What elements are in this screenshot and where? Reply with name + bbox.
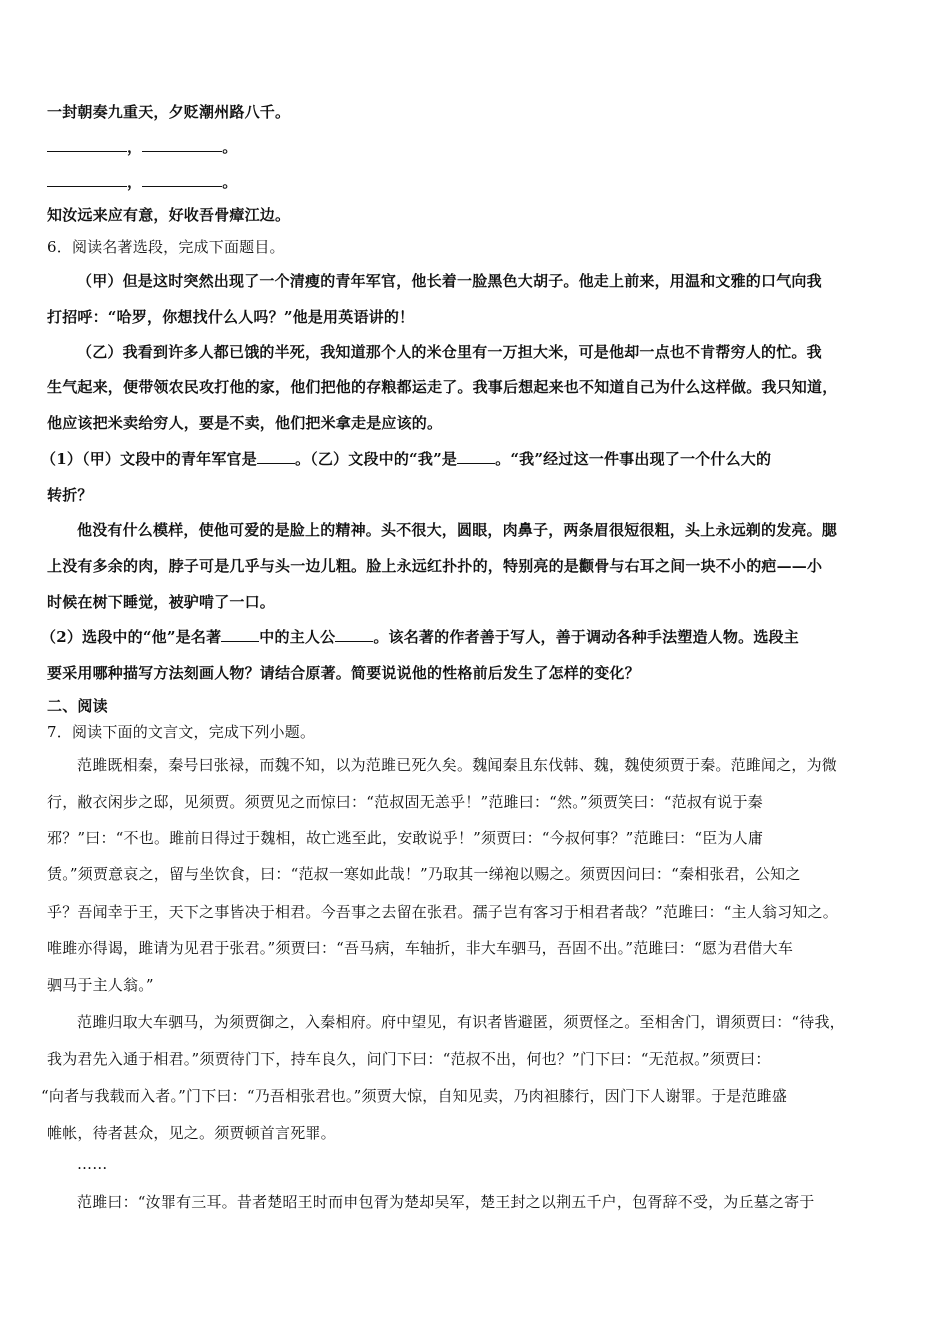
excerpt-2-line-1: 他没有什么模样，使他可爱的是脸上的精神。头不很大，圆眼，肉鼻子，两条眉很短很粗，头上永远剃的发亮。腮 xyxy=(77,521,838,539)
sub-question-1-text-c: 。“我”经过这一件事出现了一个什么大的 xyxy=(495,450,772,468)
period: 。 xyxy=(222,173,238,191)
excerpt-yi-line-1: （乙）我看到许多人都已饿的半死，我知道那个人的米仓里有一万担大米，可是他却一点也不肯帮穷人的忙。我 xyxy=(77,343,822,361)
question-6-title: 6．阅读名著选段，完成下面题目。 xyxy=(47,238,285,256)
sub-question-2-text-a: （2）选段中的“他”是名著 xyxy=(41,628,222,646)
excerpt-yi-line-3: 他应该把米卖给穷人，要是不卖，他们把米拿走是应该的。 xyxy=(47,414,443,432)
classical-para-2-line-3: “向者与我载而入者。”门下曰：“乃吾相张君也。”须贾大惊，自知见卖，乃肉袒膝行，因门下人谢罪。于是范雎盛 xyxy=(41,1087,788,1105)
comma: ， xyxy=(127,173,143,191)
poem-line-last: 知汝远来应有意，好收吾骨瘴江边。 xyxy=(47,206,291,224)
poem-line-1: 一封朝奏九重天，夕贬潮州路八千。 xyxy=(47,103,291,121)
classical-para-1-line-7: 驷马于主人翁。” xyxy=(47,976,154,994)
answer-blank[interactable] xyxy=(457,449,495,464)
excerpt-yi-line-2: 生气起来，便带领农民攻打他的家，他们把他的存粮都运走了。我事后想起来也不知道自己为什么这样做。我只知道， xyxy=(47,378,838,396)
excerpt-jia-line-2: 打招呼：“哈罗，你想找什么人吗？”他是用英语讲的！ xyxy=(47,308,415,326)
classical-para-2-line-1: 范雎归取大车驷马，为须贾御之，入秦相府。府中望见，有识者皆避匿，须贾怪之。至相舍门，谓须贾曰：“待我， xyxy=(77,1013,845,1031)
sub-question-1-cont: 转折？ xyxy=(47,486,93,504)
classical-para-2-line-4: 帷帐，待者甚众，见之。须贾顿首言死罪。 xyxy=(47,1124,336,1142)
ellipsis: …… xyxy=(77,1155,108,1173)
section-2-title: 二、阅读 xyxy=(47,697,108,715)
sub-question-1-text-b: 。（乙）文段中的“我”是 xyxy=(294,450,458,468)
classical-para-1-line-4: 赁。”须贾意哀之，留与坐饮食，曰：“范叔一寒如此哉！”乃取其一绨袍以赐之。须贾因问曰：“秦相张君，公知之 xyxy=(47,865,801,883)
sub-question-2-text-c: 。该名著的作者善于写人，善于调动各种手法塑造人物。选段主 xyxy=(373,628,799,646)
excerpt-2-line-3: 时候在树下睡觉，被驴啃了一口。 xyxy=(47,593,276,611)
sub-question-1 xyxy=(41,449,901,469)
sub-question-1-text-a: （1）（甲）文段中的青年军官是 xyxy=(41,450,257,468)
classical-para-3-line-1: 范雎曰：“汝罪有三耳。昔者楚昭王时而申包胥为楚却吴军，楚王封之以荆五千户，包胥辞不受，为丘墓之寄于 xyxy=(77,1193,815,1211)
answer-blank[interactable] xyxy=(221,627,259,642)
sub-question-2 xyxy=(41,627,901,647)
period: 。 xyxy=(222,138,238,156)
poem-blank-row-2 xyxy=(47,172,907,192)
classical-para-1-line-6: 唯雎亦得谒，雎请为见君于张君。”须贾曰：“吾马病，车轴折，非大车驷马，吾固不出。”范雎曰：“愿为君借大车 xyxy=(47,939,794,957)
classical-para-1-line-2: 行，敝衣闲步之邸，见须贾。须贾见之而惊曰：“范叔固无恙乎！”范雎曰：“然。”须贾笑曰：“范叔有说于秦 xyxy=(47,793,763,811)
classical-para-1-line-3: 邪？”曰：“不也。雎前日得过于魏相，故亡逃至此，安敢说乎！”须贾曰：“今叔何事？”范雎曰：“臣为人庸 xyxy=(47,829,764,847)
answer-blank[interactable] xyxy=(47,172,127,187)
answer-blank[interactable] xyxy=(47,137,127,152)
classical-para-1-line-1: 范雎既相秦，秦号曰张禄，而魏不知，以为范雎已死久矣。魏闻秦且东伐韩、魏，魏使须贾于秦。范雎闻之，为微 xyxy=(77,756,838,774)
comma: ， xyxy=(127,138,143,156)
sub-question-2-text-b: 中的主人公 xyxy=(259,628,336,646)
classical-para-2-line-2: 我为君先入通于相君。”须贾待门下，持车良久，问门下曰：“范叔不出，何也？”门下曰：“无范叔。”须贾曰： xyxy=(47,1050,771,1068)
excerpt-jia-line-1: （甲）但是这时突然出现了一个清瘦的青年军官，他长着一脸黑色大胡子。他走上前来，用温和文雅的口气向我 xyxy=(77,272,822,290)
question-7-title: 7．阅读下面的文言文，完成下列小题。 xyxy=(47,723,316,741)
poem-blank-row-1 xyxy=(47,137,907,157)
excerpt-2-line-2: 上没有多余的肉，脖子可是几乎与头一边儿粗。脸上永远红扑扑的，特别亮的是颧骨与右耳之间一块不小的疤——小 xyxy=(47,557,823,575)
answer-blank[interactable] xyxy=(257,449,295,464)
answer-blank[interactable] xyxy=(335,627,373,642)
answer-blank[interactable] xyxy=(142,137,222,152)
classical-para-1-line-5: 乎？吾闻幸于王，天下之事皆决于相君。今吾事之去留在张君。孺子岂有客习于相君者哉？”范雎曰：“主人翁习知之。 xyxy=(47,903,838,921)
sub-question-2-cont: 要采用哪种描写方法刻画人物？请结合原著。简要说说他的性格前后发生了怎样的变化？ xyxy=(47,664,640,682)
answer-blank[interactable] xyxy=(142,172,222,187)
